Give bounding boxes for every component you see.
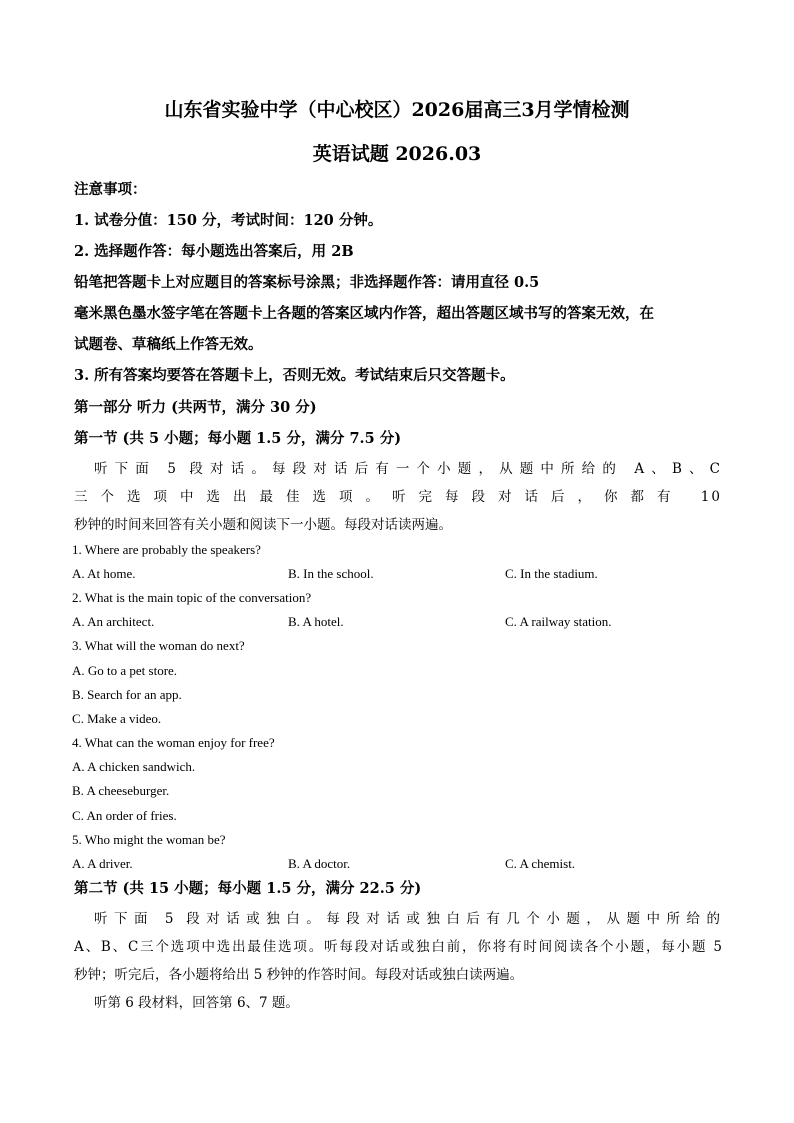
section1-title: 第一节 (共 5 小题；每小题 1.5 分，满分 7.5 分) [74,430,402,447]
question-4-option-b: B. A cheeseburger. [72,783,170,798]
notice-item-2-line-3: 毫米黑色墨水签字笔在答题卡上各题的答案区域内作答，超出答题区域书写的答案无效，在 [74,305,654,322]
question-4-option-a: A. A chicken sandwich. [72,759,196,774]
question-2: 2. What is the main topic of the conversation? [72,590,312,605]
notice-item-2-line-4: 试题卷、草稿纸上作答无效。 [74,336,263,353]
question-1: 1. Where are probably the speakers? [72,542,261,557]
question-1-option-b: B. In the school. [288,566,374,581]
question-4: 4. What can the woman enjoy for free? [72,735,275,750]
part1-title: 第一部分 听力 (共两节，满分 30 分) [74,399,317,416]
section1-instruction-line-2: 三个选项中选出最佳选项。听完每段对话后，你都有 10 [74,489,722,505]
notice-item-2-line-1: 2. 选择题作答：每小题选出答案后，用 2B [74,243,354,260]
section2-instruction-line-1: 听下面 5 段对话或独白。每段对话或独白后有几个小题，从题中所给的 [94,911,722,927]
notice-item-2-line-2: 铅笔把答题卡上对应题目的答案标号涂黑；非选择题作答：请用直径 0.5 [74,274,540,291]
question-4-option-c: C. An order of fries. [72,808,177,823]
question-3-option-c: C. Make a video. [72,711,162,726]
question-3-option-a: A. Go to a pet store. [72,663,178,678]
question-2-option-a: A. An architect. [72,614,155,629]
section1-instruction-line-1: 听下面 5 段对话。每段对话后有一个小题，从题中所给的 A、B、C [94,461,722,477]
section2-instructions [74,905,722,1017]
notice-item-1: 1. 试卷分值：150 分，考试时间：120 分钟。 [74,212,383,229]
question-2-option-b: B. A hotel. [288,614,344,629]
question-1-option-c: C. In the stadium. [505,566,598,581]
question-2-option-c: C. A railway station. [505,614,612,629]
notice-item-3: 3. 所有答案均要答在答题卡上，否则无效。考试结束后只交答题卡。 [74,367,515,384]
section1-instruction-line-3: 秒钟的时间来回答有关小题和阅读下一小题。每段对话读两遍。 [74,517,452,533]
question-5-option-b: B. A doctor. [288,856,351,871]
question-3: 3. What will the woman do next? [72,638,245,653]
section2-material-note: 听第 6 段材料，回答第 6、7 题。 [94,995,299,1011]
section2-title: 第二节 (共 15 小题；每小题 1.5 分，满分 22.5 分) [74,880,422,897]
section2-instruction-line-2: A、B、C三个选项中选出最佳选项。听每段对话或独白前，你将有时间阅读各个小题，每小题 5 [74,939,722,955]
notice-heading: 注意事项： [74,181,147,198]
question-3-option-b: B. Search for an app. [72,687,182,702]
exam-title: 山东省实验中学（中心校区）2026届高三3月学情检测 [164,99,630,121]
question-1-option-a: A. At home. [72,566,136,581]
section2-instruction-line-3: 秒钟；听完后，各小题将给出 5 秒钟的作答时间。每段对话或独白读两遍。 [74,967,524,983]
section1-instructions [74,455,722,539]
question-5-option-a: A. A driver. [72,856,133,871]
question-5: 5. Who might the woman be? [72,832,226,847]
question-5-option-c: C. A chemist. [505,856,576,871]
exam-subtitle: 英语试题 2026.03 [312,143,482,165]
